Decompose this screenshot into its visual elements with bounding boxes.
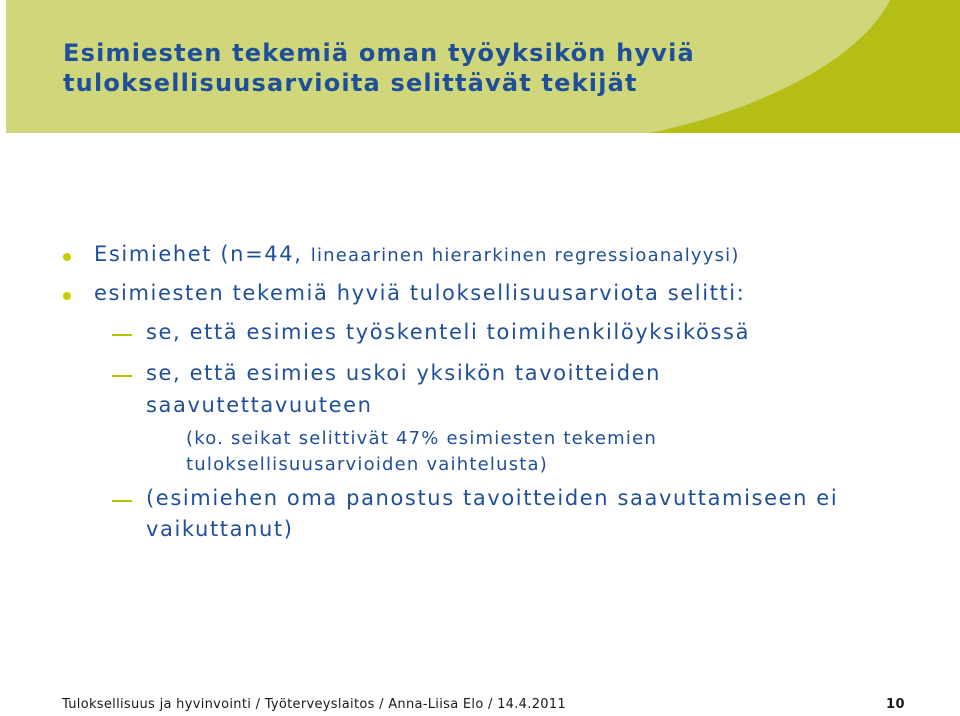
bullet-dot-icon [63,292,71,300]
sub-bullet-2-line-1: se, että esimies uskoi yksikön tavoitteiden [146,361,662,385]
bullet-1-lead: Esimiehet (n=44, [94,242,311,266]
page-number: 10 [886,697,906,712]
bullet-1-method: lineaarinen hierarkinen regressioanalyysi) [310,245,740,266]
bullet-dot-icon [63,253,71,261]
dash-icon [112,334,132,336]
title-line-2: tuloksellisuusarvioita selittävät tekijät [63,69,638,97]
bullet-1 [94,242,740,266]
title-line-1: Esimiesten tekemiä oman työyksikön hyviä [63,39,695,67]
footer-text: Tuloksellisuus ja hyvinvointi / Työterveyslaitos / Anna-Liisa Elo / 14.4.2011 [62,697,566,712]
sub-bullet-3-line-2: vaikuttanut) [146,517,294,541]
note-line-1: (ko. seikat selittivät 47% esimiesten tekemien [186,428,657,449]
sub-bullet-1: se, että esimies työskenteli toimihenkilöyksikössä [146,320,751,344]
dash-icon [112,500,132,502]
sub-bullet-3-line-1: (esimiehen oma panostus tavoitteiden saavuttamiseen ei [146,486,839,510]
dash-icon [112,375,132,377]
bullet-2: esimiesten tekemiä hyviä tuloksellisuusarviota selitti: [94,281,746,305]
sub-bullet-2-line-2: saavutettavuuteen [146,393,373,417]
slide-title [63,38,883,98]
note-line-2: tuloksellisuusarvioiden vaihtelusta) [186,454,548,475]
